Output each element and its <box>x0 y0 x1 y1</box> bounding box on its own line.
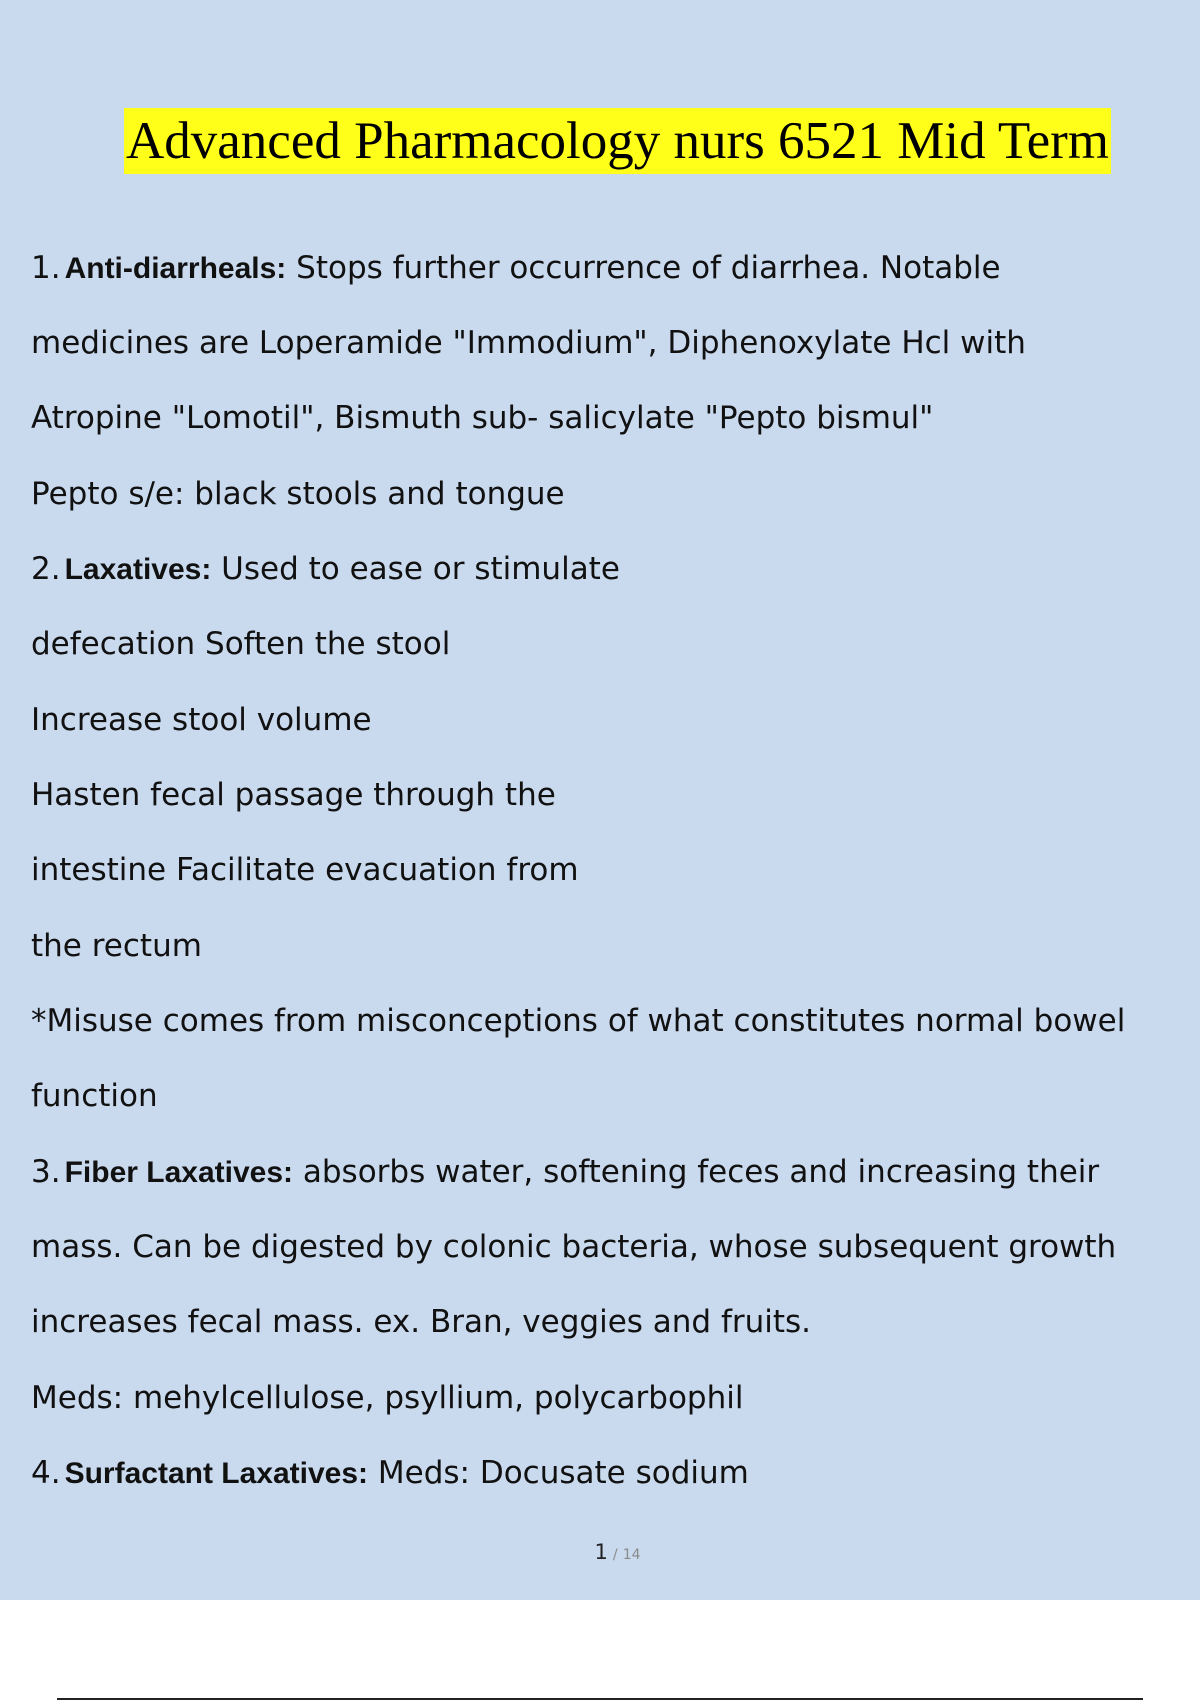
line-text: Meds: mehylcellulose, psyllium, polycarbophil <box>31 1380 744 1416</box>
line-text: absorbs water, softening feces and increasing their <box>293 1154 1100 1190</box>
text-line <box>31 700 372 740</box>
text-line <box>31 1453 749 1494</box>
text-line <box>31 1227 1116 1267</box>
line-text: Used to ease or stimulate <box>211 551 620 587</box>
page-separator: / <box>612 1547 618 1563</box>
line-text: the rectum <box>31 928 202 964</box>
text-line <box>31 398 933 438</box>
document-title: Advanced Pharmacology nurs 6521 Mid Term <box>124 108 1111 174</box>
line-text: Meds: Docusate sodium <box>368 1455 749 1491</box>
item-term: Fiber Laxatives: <box>64 1156 294 1189</box>
item-number: 1. <box>31 250 61 286</box>
text-line <box>31 775 556 815</box>
line-text: Stops further occurrence of diarrhea. Notable <box>286 250 1001 286</box>
item-number: 4. <box>31 1455 61 1491</box>
total-pages: 14 <box>622 1547 641 1563</box>
line-text: Hasten fecal passage through the <box>31 777 556 813</box>
text-line <box>31 1302 811 1342</box>
item-number: 2. <box>31 551 61 587</box>
item-number: 3. <box>31 1154 61 1190</box>
line-text: intestine Facilitate evacuation from <box>31 852 579 888</box>
text-line <box>31 1378 743 1418</box>
text-line <box>31 549 620 590</box>
title-container <box>0 108 1200 174</box>
line-text: increases fecal mass. ex. Bran, veggies and fruits. <box>31 1304 812 1340</box>
text-line <box>31 248 1001 289</box>
line-text: Pepto s/e: black stools and tongue <box>31 476 565 512</box>
item-term: Anti-diarrheals: <box>64 252 287 285</box>
line-text: *Misuse comes from misconceptions of what constitutes normal bowel <box>31 1003 1126 1039</box>
line-text: medicines are Loperamide "Immodium", Diphenoxylate Hcl with <box>31 325 1026 361</box>
text-line <box>31 624 450 664</box>
text-line <box>31 474 565 514</box>
line-text: defecation Soften the stool <box>31 626 451 662</box>
line-text: mass. Can be digested by colonic bacteria, whose subsequent growth <box>31 1229 1117 1265</box>
text-line <box>31 1001 1125 1041</box>
text-line <box>31 1152 1099 1193</box>
line-text: function <box>31 1078 158 1114</box>
text-line <box>31 323 1026 363</box>
page-indicator <box>0 1540 1200 1564</box>
text-line <box>31 1076 158 1116</box>
line-text: Increase stool volume <box>31 702 372 738</box>
text-line <box>31 926 202 966</box>
line-text: Atropine "Lomotil", Bismuth sub- salicylate "Pepto bismul" <box>31 400 934 436</box>
current-page: 1 <box>594 1540 608 1564</box>
item-term: Surfactant Laxatives: <box>64 1457 369 1490</box>
item-term: Laxatives: <box>64 553 212 586</box>
text-line <box>31 850 579 890</box>
